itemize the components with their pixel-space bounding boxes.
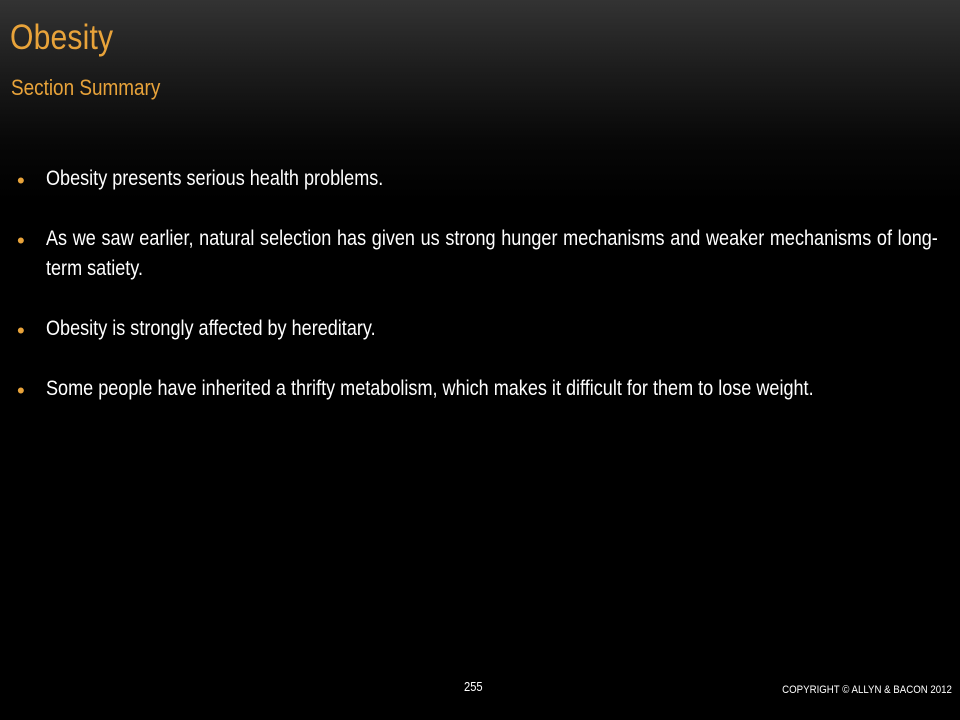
bullet-item [0,314,960,344]
bullet-text: As we saw earlier, natural selection has given us strong hunger mechanisms and weaker mechanisms of long-term satiety. [46,227,938,280]
slide-subtitle: Section Summary [11,75,161,100]
bullet-text: Obesity presents serious health problems. [46,167,384,190]
bullet-item [0,224,960,284]
slide-title: Obesity [10,18,114,57]
page-number: 255 [464,679,483,694]
bullet-item [0,164,960,194]
bullet-list [0,164,960,464]
bullet-text: Obesity is strongly affected by hereditary. [46,317,376,340]
bullet-dot-icon: • [17,228,25,253]
copyright-notice: COPYRIGHT © ALLYN & BACON 2012 [782,684,952,696]
bullet-dot-icon: • [17,378,25,403]
bullet-item [0,374,960,434]
bullet-text: Some people have inherited a thrifty metabolism, which makes it difficult for them to lose weight. [46,377,814,400]
bullet-dot-icon: • [17,318,25,343]
bullet-dot-icon: • [17,168,25,193]
